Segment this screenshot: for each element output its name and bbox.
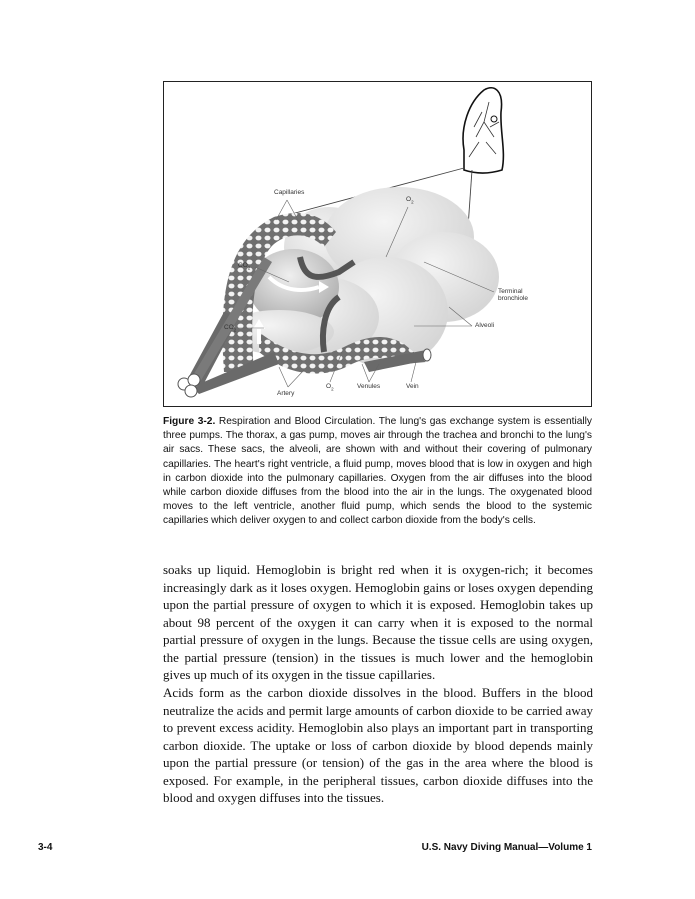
manual-title: U.S. Navy Diving Manual—Volume 1 [421, 842, 592, 853]
label-terminal-bronchiole [498, 289, 528, 302]
lung-inset [463, 88, 503, 173]
label-co2-upper [238, 263, 250, 271]
label-alveoli: Alveoli [475, 322, 495, 329]
vein-end [423, 349, 431, 361]
figure-caption [163, 415, 592, 529]
label-co2-text: CO [224, 324, 234, 331]
label-co2-text: CO [238, 262, 248, 269]
label-o2-text: O [326, 383, 332, 390]
caption-label: Figure 3-2. [163, 416, 216, 427]
label-subscript: 2 [247, 265, 251, 271]
label-venules: Venules [357, 383, 381, 390]
label-o2-top [406, 197, 414, 205]
label-o2-text: O [406, 196, 412, 203]
body-paragraph-1: soaks up liquid. Hemoglobin is bright red when it is oxygen-rich; it becomes increasingly dark as it loses oxygen. Hemoglobin gains or loses oxygen depending upon the partial pressure of oxygen to which it is exposed. Hemoglobin takes up about 98 percent of the oxygen it can carry when it is exposed to the normal partial pressure of oxygen in the lungs. Because the tissue cells are using oxygen, the partial pressure (tension) in the tissues is much lower and the hemoglobin gives up much of its oxygen in the tissue capillaries. [163, 562, 593, 682]
caption-text: Respiration and Blood Circulation. The lung's gas exchange system is essentially three pumps. The thorax, a gas pump, moves air through the trachea and bronchi to the lung's air sacs. These sacs, the alveoli, are shown with and without their covering of pulmonary capillaries. The heart's right ventricle, a fluid pump, moves blood that is low in oxygen and high in carbon dioxide into the pulmonary capillaries. Oxygen from the air diffuses into the blood while carbon dioxide diffuses from the blood into the air in the lungs. The oxygenated blood moves to the left ventricle, another fluid pump, which sends the blood to the systemic capillaries which deliver oxygen to and collect carbon dioxide from the body's cells. [163, 416, 592, 527]
figure-3-2 [163, 81, 592, 407]
label-subscript: 2 [331, 386, 334, 392]
page-number: 3-4 [38, 842, 53, 853]
label-capillaries: Capillaries [274, 189, 305, 196]
body-paragraph-2: Acids form as the carbon dioxide dissolves in the blood. Buffers in the blood neutralize the acids and permit large amounts of carbon dioxide to be carried away to prevent excess acidity. Hemoglobin also plays an important part in transporting carbon dioxide. The uptake or loss of carbon dioxide by blood depends mainly upon the partial pressure (or tension) of the gas in the area where the blood is exposed. For example, in the peripheral tissues, carbon dioxide diffuses into the blood and oxygen diffuses into the tissues. [163, 685, 593, 805]
label-artery: Artery [277, 390, 295, 397]
label-subscript: 2 [411, 199, 414, 205]
label-o2-bottom [326, 384, 334, 392]
label-subscript: 2 [233, 327, 237, 333]
label-co2-lower [224, 325, 236, 333]
respiration-illustration [164, 82, 593, 408]
label-vein: Vein [406, 383, 419, 390]
label-terminal-text: Terminal [498, 288, 523, 295]
label-bronchiole-text: bronchiole [498, 294, 528, 302]
